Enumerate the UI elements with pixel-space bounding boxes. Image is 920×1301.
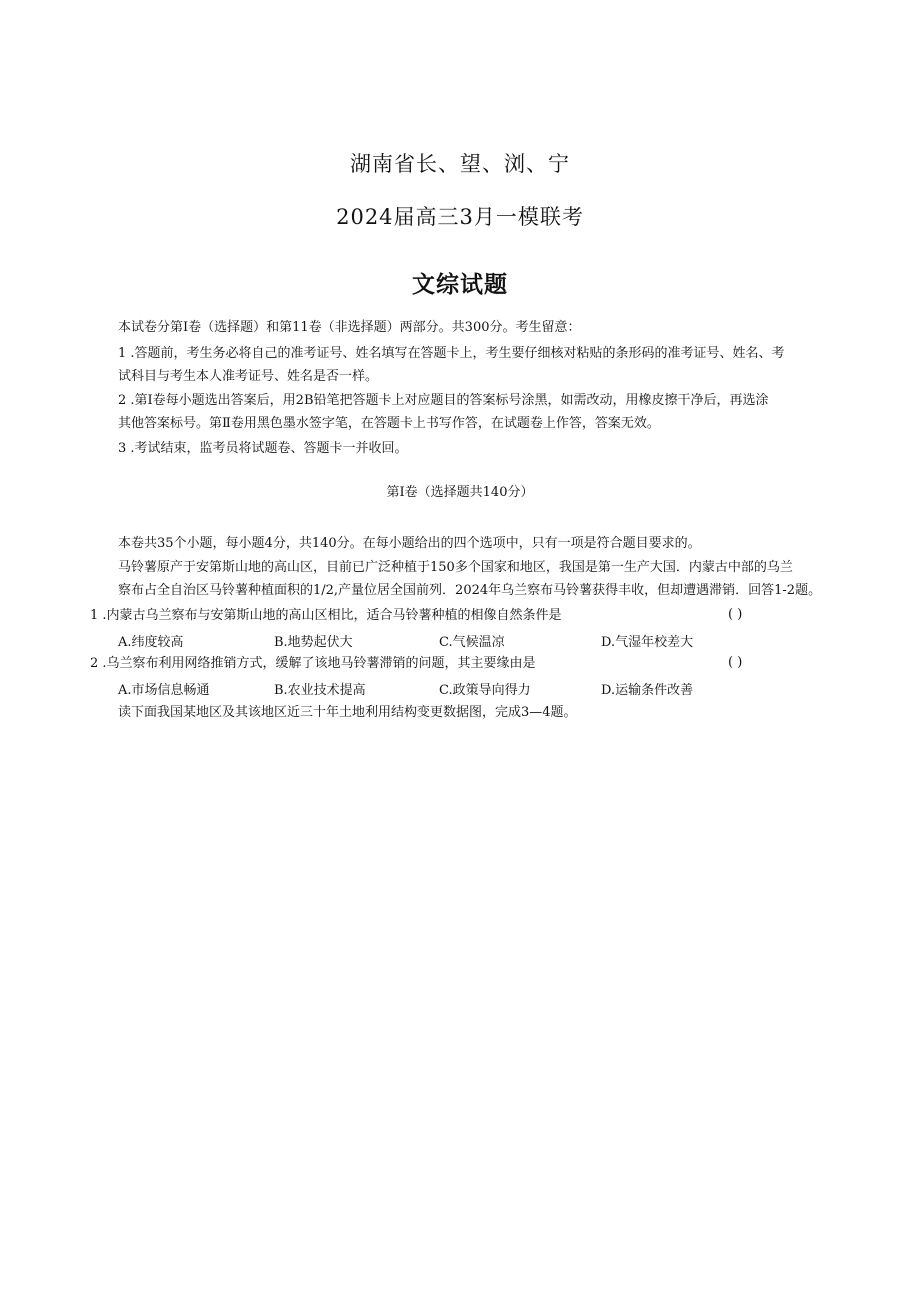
instruction-item-2: 2 .第Ⅰ卷每小题选出答案后，用2B铅笔把答题卡上对应题目的答案标号涂黑，如需改动，用橡皮擦干净后，再选涂: [118, 393, 769, 408]
instruction-item-1: 1 .答题前，考生务必将自己的准考证号、姓名填写在答题卡上，考生要仔细核对粘贴的条形码的准考证号、姓名、考: [118, 346, 785, 361]
question-2-option-d: D.运输条件改善: [601, 683, 694, 698]
section-title: 第Ⅰ卷（选择题共140分）: [386, 485, 534, 500]
instruction-item-3: 3 .考试结束，监考员将试题卷、答题卡一并收回。: [118, 441, 408, 456]
question-1-option-b: B.地势起伏大: [274, 635, 353, 650]
instruction-item-2-cont: 其他答案标号。第Ⅱ卷用黑色墨水签字笔，在答题卡上书写作答，在试题卷上作答，答案无效。: [118, 416, 660, 431]
passage-line-2: 察布占全自治区马铃薯种植面积的1/2,产量位居全国前列．2024年乌兰察布马铃薯获得丰收，但却遭遇滞销．回答1-2题。: [118, 583, 822, 598]
question-1-option-d: D.气湿年校差大: [601, 635, 694, 650]
section-intro: 本卷共35个小题，每小题4分，共140分。在每小题给出的四个选项中，只有一项是符合题目要求的。: [118, 536, 701, 551]
question-2-stem: 2 .乌兰察布利用网络推销方式，缓解了该地马铃薯滞销的问题，其主要缘由是: [90, 656, 536, 671]
question-1-option-c: C.气候温凉: [439, 635, 505, 650]
question-1-answer-blank: ( ): [728, 607, 743, 622]
question-2-option-a: A.市场信息畅通: [118, 683, 210, 698]
followup-instruction: 读下面我国某地区及其该地区近三十年土地利用结构变更数据图，完成3—4题。: [118, 705, 577, 720]
exam-region-title: 湖南省长、望、浏、宁: [350, 152, 570, 176]
instruction-item-1-cont: 试科目与考生本人准考证号、姓名是否一样。: [118, 369, 379, 384]
question-2-option-b: B.农业技术提高: [274, 683, 366, 698]
question-2-answer-blank: ( ): [728, 655, 743, 670]
exam-session-title: 2024届高三3月一模联考: [336, 205, 584, 229]
question-1-option-a: A.纬度较高: [118, 635, 184, 650]
instructions-intro: 本试卷分第Ⅰ卷（选择题）和第11卷（非选择题）两部分。共300分。考生留意：: [118, 320, 581, 335]
exam-subject-title: 文综试题: [412, 272, 508, 298]
passage-line-1: 马铃薯原产于安第斯山地的高山区，目前已广泛种植于150多个国家和地区，我国是第一生产大国．内蒙古中部的乌兰: [118, 560, 793, 575]
question-1-stem: 1 .内蒙古乌兰察布与安第斯山地的高山区相比，适合马铃薯种植的相像自然条件是: [90, 608, 562, 623]
question-2-option-c: C.政策导向得力: [439, 683, 531, 698]
